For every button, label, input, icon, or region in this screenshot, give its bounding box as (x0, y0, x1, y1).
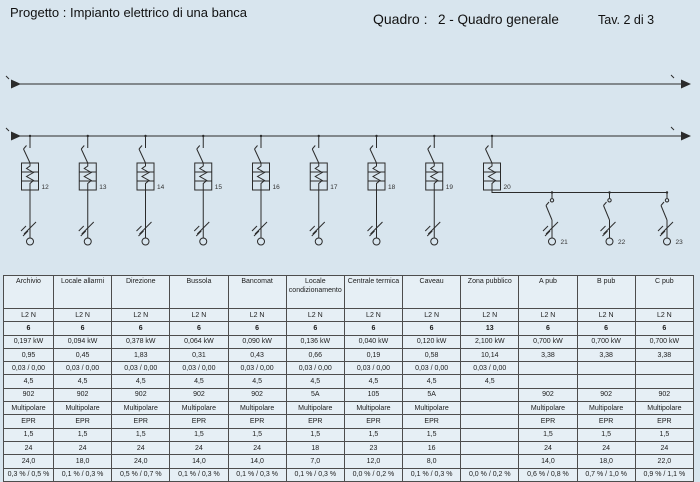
cell-polarita-10: Multipolare (519, 402, 577, 415)
cell-corrente-impiego-4: 0,31 (170, 348, 228, 361)
cell-polarita-3: Multipolare (112, 402, 170, 415)
cell-corrente-impiego-5: 0,43 (228, 348, 286, 361)
breaker-number: 16 (272, 184, 280, 191)
load-terminal-icon (200, 238, 207, 245)
cell-isolante-6: EPR (286, 415, 344, 428)
cell-linea-8: L2 N (403, 309, 461, 322)
cell-polarita-4: Multipolare (170, 402, 228, 415)
cell-linea-6: L2 N (286, 309, 344, 322)
cell-isolante-11: EPR (577, 415, 635, 428)
cell-icc-6: 0,03 / 0,00 (286, 362, 344, 375)
breaker-blade-tick (139, 146, 142, 150)
cell-potere-interruzione-4: 4,5 (170, 375, 228, 388)
cell-tipo-cavo-7: 105 (344, 388, 402, 401)
cell-potenza-12: 0,700 kW (635, 335, 693, 348)
cell-caduta-tensione-3: 0,5 % / 0,7 % (112, 468, 170, 481)
cell-corrente-nominale-8: 6 (403, 322, 461, 335)
cell-sezione-5: 1,5 (228, 428, 286, 441)
cell-portata-2: 24 (54, 441, 112, 454)
cell-isolante-7: EPR (344, 415, 402, 428)
column-header-bancomat: Bancomat (228, 276, 286, 309)
sub-switch-blade-icon (546, 206, 552, 221)
cell-caduta-tensione-7: 0,0 % / 0,2 % (344, 468, 402, 481)
sub-switch-contact-icon (665, 199, 668, 202)
column-header-zona-pubblico: Zona pubblico (461, 276, 519, 309)
load-terminal-icon (258, 238, 265, 245)
cell-tipo-cavo-5: 902 (228, 388, 286, 401)
cell-corrente-impiego-1: 0,95 (4, 348, 54, 361)
cable-slash-icon (23, 231, 28, 236)
cell-corrente-nominale-11: 6 (577, 322, 635, 335)
cell-corrente-nominale-4: 6 (170, 322, 228, 335)
cable-slash-icon (425, 226, 430, 231)
column-header-caveau: Caveau (403, 276, 461, 309)
cell-corrente-nominale-10: 6 (519, 322, 577, 335)
load-terminal-icon (142, 238, 149, 245)
breaker-number: 12 (41, 184, 49, 191)
cell-potenza-9: 2,100 kW (461, 335, 519, 348)
table-row-portata (4, 441, 694, 454)
load-terminal-icon (549, 238, 556, 245)
load-terminal-icon (84, 238, 91, 245)
cell-caduta-tensione-8: 0,1 % / 0,3 % (403, 468, 461, 481)
column-header-locale-allarmi: Locale allarmi (54, 276, 112, 309)
breaker-blade-tick (81, 146, 84, 150)
cell-icc-5: 0,03 / 0,00 (228, 362, 286, 375)
sub-switch-blade-tick (604, 202, 607, 206)
cell-isolante-2: EPR (54, 415, 112, 428)
cell-portata-6: 18 (286, 441, 344, 454)
cell-caduta-tensione-11: 0,7 % / 1,0 % (577, 468, 635, 481)
cell-linea-12: L2 N (635, 309, 693, 322)
cell-icc-11 (577, 362, 635, 375)
cable-slash-icon (427, 231, 432, 236)
load-terminal-icon (664, 238, 671, 245)
cell-tipo-cavo-4: 902 (170, 388, 228, 401)
table-row-potere-interruzione (4, 375, 694, 388)
cell-portata-11: 24 (577, 441, 635, 454)
cell-potere-interruzione-10 (519, 375, 577, 388)
breaker-thermal-icon (315, 163, 322, 190)
breaker-number: 14 (157, 184, 165, 191)
cell-linea-4: L2 N (170, 309, 228, 322)
cell-corrente-nominale-1: 6 (4, 322, 54, 335)
cell-polarita-6: Multipolare (286, 402, 344, 415)
cell-tipo-cavo-12: 902 (635, 388, 693, 401)
cell-potenza-3: 0,378 kW (112, 335, 170, 348)
cell-caduta-tensione-4: 0,1 % / 0,3 % (170, 468, 228, 481)
busbar-2-right-arrow-icon (681, 132, 691, 141)
cell-potere-interruzione-7: 4,5 (344, 375, 402, 388)
column-header-b-pub: B pub (577, 276, 635, 309)
cell-lunghezza-4: 14,0 (170, 455, 228, 468)
cell-corrente-nominale-7: 6 (344, 322, 402, 335)
cell-tipo-cavo-11: 902 (577, 388, 635, 401)
load-terminal-icon (373, 238, 380, 245)
column-header-a-pub: A pub (519, 276, 577, 309)
breaker-blade-icon (81, 149, 88, 163)
cell-sezione-4: 1,5 (170, 428, 228, 441)
sub-switch-number: 22 (618, 239, 626, 246)
cell-linea-11: L2 N (577, 309, 635, 322)
table-row-polarita (4, 402, 694, 415)
breaker-number: 19 (445, 184, 453, 191)
cell-lunghezza-11: 18,0 (577, 455, 635, 468)
busbar-2-right-mark (671, 127, 674, 130)
cell-polarita-11: Multipolare (577, 402, 635, 415)
cell-caduta-tensione-10: 0,6 % / 0,8 % (519, 468, 577, 481)
cell-potenza-7: 0,040 kW (344, 335, 402, 348)
table-head (4, 276, 694, 309)
load-terminal-icon (315, 238, 322, 245)
cell-tipo-cavo-9 (461, 388, 519, 401)
cell-portata-10: 24 (519, 441, 577, 454)
cell-tipo-cavo-10: 902 (519, 388, 577, 401)
cell-sezione-6: 1,5 (286, 428, 344, 441)
cell-potere-interruzione-8: 4,5 (403, 375, 461, 388)
cell-potenza-10: 0,700 kW (519, 335, 577, 348)
cell-icc-4: 0,03 / 0,00 (170, 362, 228, 375)
cell-sezione-11: 1,5 (577, 428, 635, 441)
cell-portata-3: 24 (112, 441, 170, 454)
quadro-label: Quadro : (373, 11, 428, 27)
cell-potere-interruzione-6: 4,5 (286, 375, 344, 388)
cable-slash-icon (254, 231, 259, 236)
breaker-blade-icon (428, 149, 435, 163)
cable-slash-icon (196, 231, 201, 236)
cell-linea-1: L2 N (4, 309, 54, 322)
cell-potere-interruzione-3: 4,5 (112, 375, 170, 388)
cable-slash-icon (368, 226, 373, 231)
table-row-potenza (4, 335, 694, 348)
table-body (4, 309, 694, 482)
cell-potenza-8: 0,120 kW (403, 335, 461, 348)
breaker-blade-icon (24, 149, 31, 163)
cell-corrente-impiego-8: 0,58 (403, 348, 461, 361)
cell-isolante-5: EPR (228, 415, 286, 428)
cell-isolante-9 (461, 415, 519, 428)
breaker-number: 17 (330, 184, 338, 191)
cell-lunghezza-10: 14,0 (519, 455, 577, 468)
cell-polarita-5: Multipolare (228, 402, 286, 415)
table-row-corrente-nominale (4, 322, 694, 335)
breaker-blade-tick (486, 146, 489, 150)
cell-lunghezza-3: 24,0 (112, 455, 170, 468)
cell-icc-2: 0,03 / 0,00 (54, 362, 112, 375)
cell-tipo-cavo-2: 902 (54, 388, 112, 401)
cell-linea-5: L2 N (228, 309, 286, 322)
column-header-centrale-termica: Centrale termica (344, 276, 402, 309)
circuits-table (3, 275, 694, 482)
breaker-number: 18 (388, 184, 396, 191)
cell-potenza-4: 0,064 kW (170, 335, 228, 348)
cable-slash-icon (194, 226, 199, 231)
cable-slash-icon (21, 226, 26, 231)
breaker-blade-icon (312, 149, 319, 163)
cell-sezione-10: 1,5 (519, 428, 577, 441)
column-header-bussola: Bussola (170, 276, 228, 309)
table-row-lunghezza (4, 455, 694, 468)
cable-slash-icon (137, 226, 142, 231)
cell-icc-10 (519, 362, 577, 375)
cell-linea-7: L2 N (344, 309, 402, 322)
cell-corrente-impiego-3: 1,83 (112, 348, 170, 361)
cell-polarita-12: Multipolare (635, 402, 693, 415)
cell-portata-7: 23 (344, 441, 402, 454)
breaker-blade-icon (255, 149, 262, 163)
cell-polarita-1: Multipolare (4, 402, 54, 415)
cable-slash-icon (545, 231, 550, 236)
cell-tipo-cavo-6: 5A (286, 388, 344, 401)
project-title: Progetto : Impianto elettrico di una banca (10, 5, 248, 20)
cell-lunghezza-2: 18,0 (54, 455, 112, 468)
cell-sezione-3: 1,5 (112, 428, 170, 441)
cable-slash-icon (543, 226, 548, 231)
cell-portata-12: 24 (635, 441, 693, 454)
cell-portata-1: 24 (4, 441, 54, 454)
cell-icc-12 (635, 362, 693, 375)
column-header-direzione: Direzione (112, 276, 170, 309)
cell-caduta-tensione-1: 0,3 % / 0,5 % (4, 468, 54, 481)
breaker-thermal-icon (84, 163, 91, 190)
cable-slash-icon (660, 231, 665, 236)
cell-potenza-5: 0,090 kW (228, 335, 286, 348)
busbar-1-left-arrow-icon (11, 80, 21, 89)
busbar-1-left-mark (6, 76, 9, 79)
cell-potere-interruzione-12 (635, 375, 693, 388)
breaker-blade-icon (486, 149, 493, 163)
cell-polarita-7: Multipolare (344, 402, 402, 415)
breaker-blade-tick (24, 146, 27, 150)
cell-polarita-8: Multipolare (403, 402, 461, 415)
table-row-caduta-tensione (4, 468, 694, 481)
cell-corrente-impiego-12: 3,38 (635, 348, 693, 361)
cell-linea-2: L2 N (54, 309, 112, 322)
cell-linea-10: L2 N (519, 309, 577, 322)
cell-caduta-tensione-12: 0,9 % / 1,1 % (635, 468, 693, 481)
breaker-thermal-icon (258, 163, 265, 190)
breaker-thermal-icon (431, 163, 438, 190)
breaker-thermal-icon (27, 163, 34, 190)
sub-switch-number: 23 (675, 239, 683, 246)
sheet-number: Tav. 2 di 3 (598, 13, 655, 27)
sub-switch-blade-tick (661, 202, 664, 206)
table-row-corrente-impiego (4, 348, 694, 361)
breaker-blade-icon (370, 149, 377, 163)
cell-lunghezza-1: 24,0 (4, 455, 54, 468)
busbar-1-right-mark (671, 75, 674, 78)
breaker-thermal-icon (489, 163, 496, 190)
cell-polarita-2: Multipolare (54, 402, 112, 415)
breaker-number: 13 (99, 184, 107, 191)
breaker-blade-icon (139, 149, 146, 163)
breaker-thermal-icon (373, 163, 380, 190)
cell-sezione-1: 1,5 (4, 428, 54, 441)
cell-corrente-impiego-10: 3,38 (519, 348, 577, 361)
cable-slash-icon (252, 226, 257, 231)
cell-icc-7: 0,03 / 0,00 (344, 362, 402, 375)
load-terminal-icon (27, 238, 34, 245)
cell-corrente-impiego-9: 10,14 (461, 348, 519, 361)
load-terminal-icon (431, 238, 438, 245)
cable-slash-icon (370, 231, 375, 236)
sub-switch-blade-icon (604, 206, 610, 221)
cell-linea-9: L2 N (461, 309, 519, 322)
cell-caduta-tensione-9: 0,0 % / 0,2 % (461, 468, 519, 481)
table-row-isolante (4, 415, 694, 428)
cell-sezione-8: 1,5 (403, 428, 461, 441)
table-row-icc (4, 362, 694, 375)
cell-potere-interruzione-2: 4,5 (54, 375, 112, 388)
cable-slash-icon (79, 226, 84, 231)
load-terminal-icon (606, 238, 613, 245)
cell-potenza-11: 0,700 kW (577, 335, 635, 348)
breaker-number: 20 (503, 184, 511, 191)
breaker-blade-tick (312, 146, 315, 150)
busbar-1-right-arrow-icon (681, 80, 691, 89)
breaker-blade-tick (255, 146, 258, 150)
breaker-blade-tick (197, 146, 200, 150)
cell-polarita-9 (461, 402, 519, 415)
cell-sezione-9 (461, 428, 519, 441)
cell-isolante-10: EPR (519, 415, 577, 428)
sub-switch-blade-tick (546, 202, 549, 206)
title-bar (0, 0, 700, 34)
cell-caduta-tensione-2: 0,1 % / 0,3 % (54, 468, 112, 481)
cell-tipo-cavo-8: 5A (403, 388, 461, 401)
cell-isolante-3: EPR (112, 415, 170, 428)
cell-corrente-nominale-3: 6 (112, 322, 170, 335)
cell-corrente-nominale-2: 6 (54, 322, 112, 335)
cell-potere-interruzione-1: 4,5 (4, 375, 54, 388)
cell-sezione-7: 1,5 (344, 428, 402, 441)
cell-icc-9: 0,03 / 0,00 (461, 362, 519, 375)
sub-switch-contact-icon (550, 199, 553, 202)
cell-sezione-12: 1,5 (635, 428, 693, 441)
cell-corrente-impiego-7: 0,19 (344, 348, 402, 361)
cell-potere-interruzione-5: 4,5 (228, 375, 286, 388)
header-row (4, 276, 694, 309)
cable-slash-icon (139, 231, 144, 236)
cell-portata-9 (461, 441, 519, 454)
sub-switch-blade-icon (661, 206, 667, 221)
subfeed-line (492, 190, 667, 193)
cable-slash-icon (601, 226, 606, 231)
breaker-number: 15 (214, 184, 222, 191)
cell-potere-interruzione-9: 4,5 (461, 375, 519, 388)
cable-slash-icon (603, 231, 608, 236)
cable-slash-icon (658, 226, 663, 231)
cell-corrente-impiego-11: 3,38 (577, 348, 635, 361)
breaker-blade-tick (428, 146, 431, 150)
cell-portata-4: 24 (170, 441, 228, 454)
cell-isolante-12: EPR (635, 415, 693, 428)
cell-corrente-nominale-12: 6 (635, 322, 693, 335)
cell-lunghezza-12: 22,0 (635, 455, 693, 468)
cell-portata-5: 24 (228, 441, 286, 454)
cell-lunghezza-6: 7,0 (286, 455, 344, 468)
cell-corrente-impiego-2: 0,45 (54, 348, 112, 361)
cell-corrente-nominale-9: 13 (461, 322, 519, 335)
cell-potere-interruzione-11 (577, 375, 635, 388)
busbar-2-left-mark (6, 128, 9, 131)
cell-potenza-1: 0,197 kW (4, 335, 54, 348)
cell-icc-3: 0,03 / 0,00 (112, 362, 170, 375)
cell-isolante-8: EPR (403, 415, 461, 428)
cell-icc-1: 0,03 / 0,00 (4, 362, 54, 375)
cell-potenza-2: 0,094 kW (54, 335, 112, 348)
column-header-c-pub: C pub (635, 276, 693, 309)
cable-slash-icon (310, 226, 315, 231)
breaker-blade-icon (197, 149, 204, 163)
cell-sezione-2: 1,5 (54, 428, 112, 441)
table-row-linea (4, 309, 694, 322)
quadro-value: 2 - Quadro generale (438, 12, 559, 27)
column-header-archivio: Archivio (4, 276, 54, 309)
cable-slash-icon (81, 231, 86, 236)
cell-icc-8: 0,03 / 0,00 (403, 362, 461, 375)
cell-lunghezza-5: 14,0 (228, 455, 286, 468)
sub-switch-contact-icon (608, 199, 611, 202)
cell-potenza-6: 0,136 kW (286, 335, 344, 348)
table-row-sezione (4, 428, 694, 441)
cell-corrente-impiego-6: 0,66 (286, 348, 344, 361)
cell-caduta-tensione-6: 0,1 % / 0,3 % (286, 468, 344, 481)
cell-portata-8: 16 (403, 441, 461, 454)
breaker-thermal-icon (200, 163, 207, 190)
cable-slash-icon (312, 231, 317, 236)
breaker-thermal-icon (142, 163, 149, 190)
cell-lunghezza-8: 8,0 (403, 455, 461, 468)
cell-corrente-nominale-5: 6 (228, 322, 286, 335)
cell-lunghezza-9 (461, 455, 519, 468)
cell-corrente-nominale-6: 6 (286, 322, 344, 335)
cell-linea-3: L2 N (112, 309, 170, 322)
cell-lunghezza-7: 12,0 (344, 455, 402, 468)
schematic-svg (0, 58, 700, 274)
cell-isolante-1: EPR (4, 415, 54, 428)
cell-isolante-4: EPR (170, 415, 228, 428)
busbar-2-left-arrow-icon (11, 132, 21, 141)
table-row-tipo-cavo (4, 388, 694, 401)
sub-switch-number: 21 (560, 239, 568, 246)
cell-tipo-cavo-1: 902 (4, 388, 54, 401)
breaker-blade-tick (370, 146, 373, 150)
column-header-locale-condizionamento: Locale condizionamento (286, 276, 344, 309)
cell-tipo-cavo-3: 902 (112, 388, 170, 401)
cell-caduta-tensione-5: 0,1 % / 0,3 % (228, 468, 286, 481)
